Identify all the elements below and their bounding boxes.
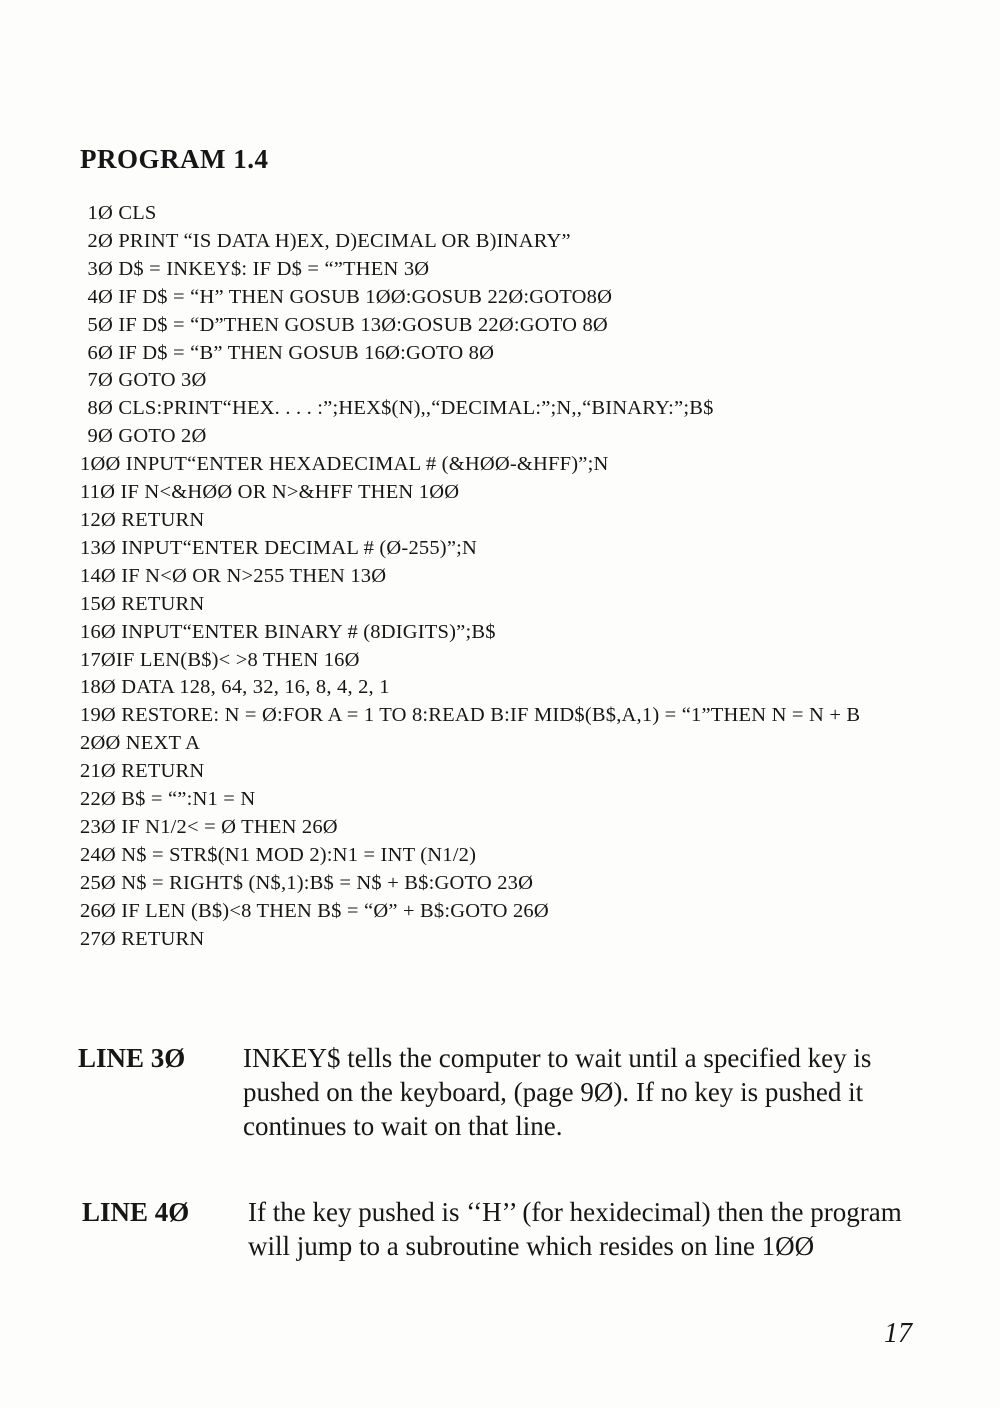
- line-code: IF D$ = “D”THEN GOSUB 13Ø:GOSUB 22Ø:GOTO 8Ø: [118, 313, 608, 336]
- code-line: [80, 926, 940, 954]
- code-line: [80, 535, 940, 563]
- code-line: [80, 730, 940, 758]
- line-code: IF N<Ø OR N>255 THEN 13Ø: [121, 564, 387, 587]
- line-number: 2Ø: [87, 229, 113, 252]
- line-number: 1Ø: [87, 202, 113, 224]
- note-text: INKEY$ tells the computer to wait until a specified key is pushed on the keyboard, (page 9Ø). If no key is pushed it continues to wait on that line.: [243, 1043, 872, 1141]
- line-number: 19Ø: [80, 704, 116, 727]
- code-line: [80, 702, 940, 730]
- code-line: [80, 228, 940, 256]
- line-number: 22Ø: [80, 788, 116, 811]
- code-line: [80, 647, 940, 675]
- code-line: [80, 898, 940, 926]
- code-line: [80, 674, 940, 702]
- line-code: INPUT“ENTER BINARY # (8DIGITS)”;B$: [121, 620, 496, 643]
- page-number: 17: [884, 1318, 912, 1349]
- line-number: 12Ø: [80, 508, 116, 531]
- line-code: N$ = RIGHT$ (N$,1):B$ = N$ + B$:GOTO 23Ø: [121, 871, 534, 894]
- line-number: 23Ø: [80, 815, 116, 838]
- line-number: 16Ø: [80, 620, 116, 643]
- line-code: D$ = INKEY$: IF D$ = “”THEN 3Ø: [118, 257, 430, 280]
- code-line: [80, 563, 940, 591]
- line-number: 11Ø: [80, 481, 116, 504]
- line-code: RETURN: [121, 927, 205, 950]
- line-code: RETURN: [121, 592, 205, 615]
- code-line: [80, 200, 940, 228]
- code-line: [80, 312, 940, 340]
- line-number: 9Ø: [87, 425, 113, 448]
- line-code: INPUT“ENTER HEXADECIMAL # (&HØØ-&HFF)”;N: [125, 453, 609, 476]
- code-line: [80, 842, 940, 870]
- code-line: [80, 284, 940, 312]
- code-line: [80, 507, 940, 535]
- line-code: GOTO 3Ø: [118, 369, 207, 392]
- line-code: PRINT “IS DATA H)EX, D)ECIMAL OR B)INARY”: [118, 229, 571, 252]
- code-line: [80, 591, 940, 619]
- code-line: [80, 451, 940, 479]
- line-30-note: [78, 1041, 918, 1143]
- line-number: 6Ø: [87, 341, 113, 364]
- line-number: 21Ø: [80, 760, 116, 783]
- code-line: [80, 786, 940, 814]
- line-number: 27Ø: [80, 927, 116, 950]
- code-line: [80, 340, 940, 368]
- line-code: IF D$ = “B” THEN GOSUB 16Ø:GOTO 8Ø: [118, 341, 495, 364]
- code-line: [80, 619, 940, 647]
- line-number: 5Ø: [87, 313, 113, 336]
- line-number: 17Ø: [80, 648, 116, 671]
- line-number: 14Ø: [80, 564, 116, 587]
- code-line: [80, 814, 940, 842]
- line-number: 4Ø: [87, 285, 113, 308]
- code-line: [80, 479, 940, 507]
- code-line: [80, 758, 940, 786]
- program-listing: [80, 200, 940, 953]
- code-line: [80, 367, 940, 395]
- line-code: CLS: [118, 202, 157, 224]
- line-code: IF LEN (B$)<8 THEN B$ = “Ø” + B$:GOTO 26Ø: [121, 899, 549, 922]
- line-code: B$ = “”:N1 = N: [121, 788, 256, 811]
- code-line: [80, 423, 940, 451]
- line-code: GOTO 2Ø: [118, 425, 207, 448]
- line-code: RETURN: [121, 760, 205, 783]
- program-title: PROGRAM 1.4: [80, 144, 269, 174]
- line-code: RESTORE: N = Ø:FOR A = 1 TO 8:READ B:IF MID$(B$,A,1) = “1”THEN N = N + B: [121, 704, 861, 727]
- code-line: [80, 870, 940, 898]
- note-label: LINE 3Ø: [78, 1043, 186, 1073]
- line-code: INPUT“ENTER DECIMAL # (Ø-255)”;N: [121, 536, 478, 559]
- note-label: LINE 4Ø: [82, 1197, 190, 1227]
- code-line: [80, 256, 940, 284]
- line-number: 26Ø: [80, 899, 116, 922]
- line-number: 18Ø: [80, 676, 116, 699]
- line-number: 25Ø: [80, 871, 116, 894]
- line-code: IF LEN(B$)< >8 THEN 16Ø: [115, 648, 360, 671]
- line-code: DATA 128, 64, 32, 16, 8, 4, 2, 1: [121, 676, 390, 699]
- line-number: 8Ø: [87, 397, 113, 420]
- line-code: N$ = STR$(N1 MOD 2):N1 = INT (N1/2): [121, 843, 477, 866]
- line-number: 15Ø: [80, 592, 116, 615]
- line-number: 2ØØ: [80, 732, 121, 755]
- line-40-note: [82, 1195, 917, 1263]
- line-code: NEXT A: [125, 732, 201, 755]
- line-code: RETURN: [121, 508, 205, 531]
- line-code: IF D$ = “H” THEN GOSUB 1ØØ:GOSUB 22Ø:GOTO8Ø: [118, 285, 613, 308]
- line-code: CLS:PRINT“HEX. . . . :”;HEX$(N),,“DECIMAL:”;N,,“BINARY:”;B$: [118, 397, 714, 420]
- line-number: 3Ø: [87, 257, 113, 280]
- line-number: 7Ø: [87, 369, 113, 392]
- line-number: 13Ø: [80, 536, 116, 559]
- line-code: IF N1/2< = Ø THEN 26Ø: [121, 815, 338, 838]
- line-number: 24Ø: [80, 843, 116, 866]
- line-number: 1ØØ: [80, 453, 121, 476]
- code-line: [80, 395, 940, 423]
- note-text: If the key pushed is ‘‘H’’ (for hexidecimal) then the program will jump to a subroutine which resides on line 1ØØ: [248, 1197, 902, 1261]
- line-code: IF N<&HØØ OR N>&HFF THEN 1ØØ: [120, 481, 460, 504]
